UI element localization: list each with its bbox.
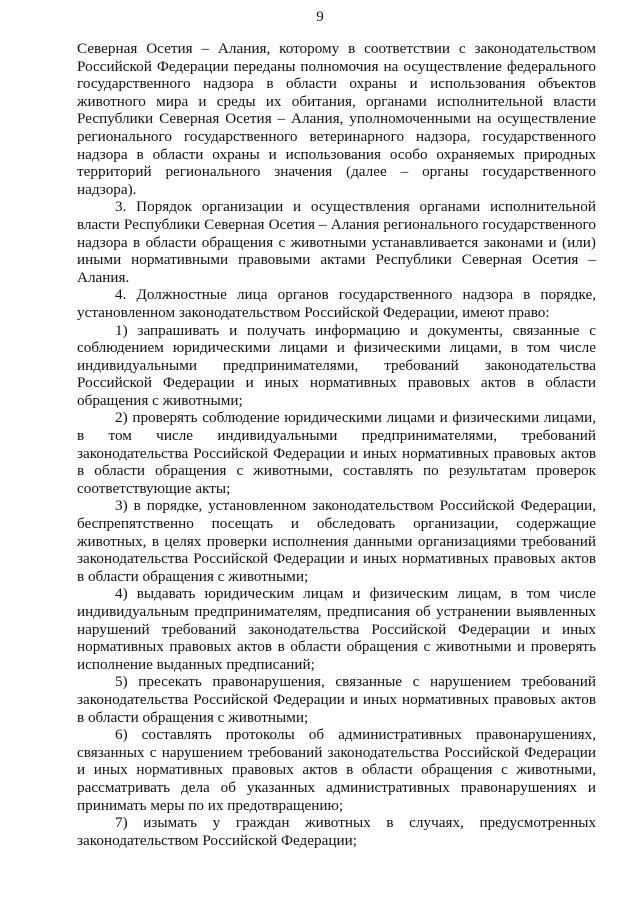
subitem-5: 5) пресекать правонарушения, связанные с нарушением требований законодательства Российской Федерации и иных нормативных правовых актов в области обращения с животными;	[77, 673, 596, 726]
paragraph-item-3: 3. Порядок организации и осуществления органами исполнительной власти Республики Северная Осетия – Алания регионального государственного надзора в области обращения с животными устанавливается законами и (или) иными нормативными правовыми актами Республики Северная Осетия – Алания.	[77, 198, 596, 286]
document-body	[77, 40, 596, 849]
page-number: 9	[316, 9, 324, 25]
subitem-3: 3) в порядке, установленном законодательством Российской Федерации, беспрепятственно посещать и обследовать организации, содержащие животных, в целях проверки исполнения данными организациями требований законодательства Российской Федерации и иных нормативных правовых актов в области обращения с животными;	[77, 497, 596, 585]
subitem-6: 6) составлять протоколы об административных правонарушениях, связанных с нарушением требований законодательства Российской Федерации и иных нормативных правовых актов в области обращения с животными, рассматривать дела об указанных административных правонарушениях и принимать меры по их предотвращению;	[77, 726, 596, 814]
paragraph-item-4: 4. Должностные лица органов государственного надзора в порядке, установленном законодательством Российской Федерации, имеют право:	[77, 286, 596, 321]
subitem-7: 7) изымать у граждан животных в случаях, предусмотренных законодательством Российской Федерации;	[77, 814, 596, 849]
subitem-4: 4) выдавать юридическим лицам и физическим лицам, в том числе индивидуальным предпринимателям, предписания об устранении выявленных нарушений требований законодательства Российской Федерации и иных нормативных правовых актов в области обращения с животными и проверять исполнение выданных предписаний;	[77, 585, 596, 673]
subitem-1: 1) запрашивать и получать информацию и документы, связанные с соблюдением юридическими лицами и физическими лицами, в том числе индивидуальными предпринимателями, требований законодательства Российской Федерации и иных нормативных правовых актов в области обращения с животными;	[77, 321, 596, 409]
subitem-2: 2) проверять соблюдение юридическими лицами и физическими лицами, в том числе индивидуальными предпринимателями, требований законодательства Российской Федерации и иных нормативных правовых актов в области обращения с животными, составлять по результатам проверок соответствующие акты;	[77, 409, 596, 497]
paragraph-continuation: Северная Осетия – Алания, которому в соответствии с законодательством Российской Федерации переданы полномочия на осуществление федерального государственного надзора в области охраны и использования объектов животного мира и среды их обитания, органами исполнительной власти Республики Северная Осетия – Алания, уполномоченными на осуществление регионального государственного ветеринарного надзора, государственного надзора в области охраны и использования особо охраняемых природных территорий регионального значения (далее – органы государственного надзора).	[77, 40, 596, 198]
